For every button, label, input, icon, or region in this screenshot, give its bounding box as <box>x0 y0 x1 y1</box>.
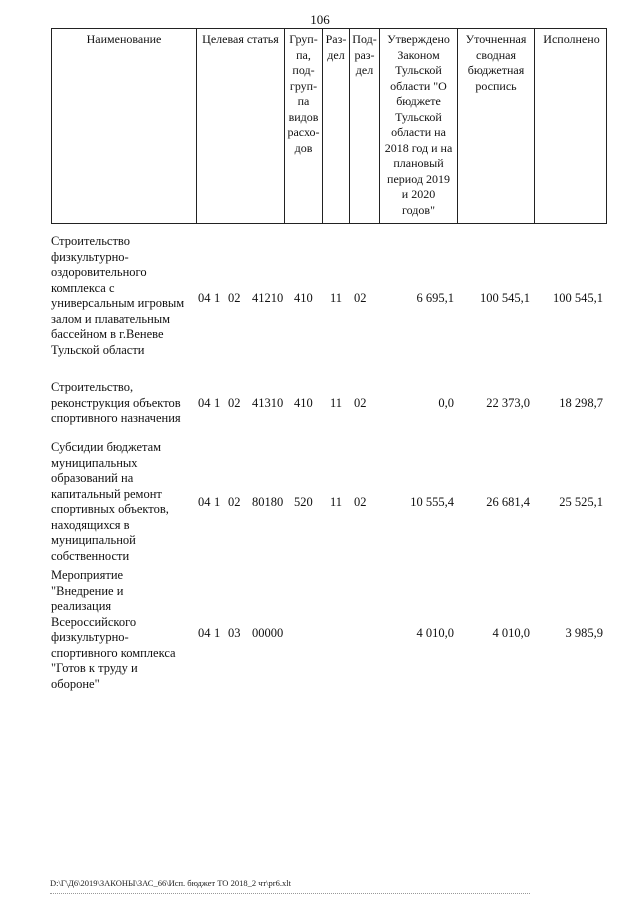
header-approved-line: Тульской <box>395 109 442 124</box>
row-name-line: находящихся в <box>51 517 130 532</box>
header-group-line: груп- <box>289 78 318 93</box>
header-razdel <box>322 29 349 223</box>
refined-amount: 4 010,0 <box>492 626 530 640</box>
expense-group: 410 <box>294 396 313 410</box>
razdel: 11 <box>330 291 343 305</box>
header-group-line: видов <box>288 109 319 124</box>
header-approved <box>379 29 457 223</box>
expense-group: 520 <box>294 495 313 509</box>
row-name-line: комплекса с <box>51 280 115 295</box>
code-event: 02 <box>228 396 241 410</box>
header-approved-line: плановый <box>393 156 444 170</box>
row-name-line: капитальный ремонт <box>51 486 162 501</box>
row-name-line: муниципальных <box>51 455 138 470</box>
header-refined-line: сводная <box>476 47 516 62</box>
row-name-line: универсальным игровым <box>51 296 185 310</box>
header-razdel-line: Раз- <box>325 32 347 46</box>
row-name-line: "Готов к труду и <box>51 661 138 675</box>
row-name <box>51 380 196 427</box>
header-approved-line: области "О <box>390 78 447 93</box>
row-name-line: "Внедрение и <box>51 583 124 598</box>
footer-divider <box>50 893 530 894</box>
header-approved-line: годов" <box>402 202 435 217</box>
header-razdel-line: дел <box>327 47 345 62</box>
razdel: 11 <box>330 495 343 509</box>
header-group-line: расхо- <box>287 125 320 139</box>
row-name-line: собственности <box>51 548 130 563</box>
header-podrazdel <box>349 29 379 223</box>
row-name <box>51 568 196 692</box>
header-refined <box>457 29 534 223</box>
code-direction: 41210 <box>252 291 284 305</box>
header-refined-line: роспись <box>475 78 517 93</box>
approved-amount: 6 695,1 <box>416 291 454 305</box>
approved-amount: 0,0 <box>438 396 454 410</box>
row-name-line: спортивного назначения <box>51 411 181 425</box>
row-name-line: Строительство <box>51 234 131 248</box>
header-refined-line: бюджетная <box>467 63 525 77</box>
code-subprogram: 1 <box>214 396 221 410</box>
header-podrazdel-line: Под- <box>352 32 377 46</box>
header-group-line: дов <box>294 140 313 155</box>
code-subprogram: 1 <box>214 291 221 305</box>
row-name-line: Всероссийского <box>51 614 137 629</box>
code-event: 02 <box>228 291 241 305</box>
header-target-article-label: Целевая статья <box>202 32 279 46</box>
podrazdel: 02 <box>354 396 367 410</box>
header-executed-label: Исполнено <box>543 32 600 46</box>
executed-amount: 25 525,1 <box>559 495 603 509</box>
header-group-line: Груп- <box>289 32 318 46</box>
refined-amount: 26 681,4 <box>486 495 530 509</box>
header-podrazdel-line: дел <box>355 63 374 77</box>
header-approved-line: период 2019 <box>387 171 450 186</box>
row-name-line: Субсидии бюджетам <box>51 440 162 454</box>
header-executed <box>534 29 608 223</box>
header-group-line: па <box>297 94 310 108</box>
row-name-line: реализация <box>51 599 112 613</box>
header-name <box>52 29 196 223</box>
executed-amount: 18 298,7 <box>559 396 603 410</box>
code-program: 04 <box>198 626 211 640</box>
executed-amount: 100 545,1 <box>553 291 603 305</box>
page-number: 106 <box>310 12 330 27</box>
code-program: 04 <box>198 291 211 305</box>
header-group <box>284 29 322 223</box>
row-name-line: Мероприятие <box>51 568 124 582</box>
header-group-line: па, <box>296 47 311 62</box>
refined-amount: 100 545,1 <box>480 291 530 305</box>
row-name-line: физкультурно- <box>51 630 129 644</box>
code-program: 04 <box>198 396 211 410</box>
header-podrazdel-line: раз- <box>354 47 375 62</box>
row-name-line: бассейном в г.Веневе <box>51 327 164 341</box>
code-direction: 00000 <box>252 626 284 640</box>
code-subprogram: 1 <box>214 626 221 640</box>
row-name-line: реконструкция объектов <box>51 395 181 410</box>
executed-amount: 3 985,9 <box>565 626 603 640</box>
header-approved-line: Утверждено <box>387 32 450 46</box>
row-name-line: спортивных объектов, <box>51 502 169 516</box>
razdel: 11 <box>330 396 343 410</box>
approved-amount: 4 010,0 <box>416 626 454 640</box>
row-name-line: Тульской области <box>51 342 145 357</box>
header-approved-line: области на <box>391 125 446 139</box>
row-name-line: образований на <box>51 471 134 485</box>
code-event: 03 <box>228 626 241 640</box>
row-name-line: Строительство, <box>51 380 134 394</box>
code-event: 02 <box>228 495 241 509</box>
code-direction: 41310 <box>252 396 284 410</box>
header-approved-line: и 2020 <box>401 187 436 201</box>
row-name <box>51 440 196 564</box>
row-name-line: муниципальной <box>51 533 136 547</box>
footer-file-path: D:\Г\Д6\2019\ЗАКОНЫ\ЗАС_66\Исп. бюджет ТО 2018_2 чт\pr6.xlt <box>50 878 291 888</box>
row-name-line: залом и плавательным <box>51 311 171 326</box>
row-name-line: обороне" <box>51 676 100 691</box>
header-approved-line: бюджете <box>396 94 441 108</box>
row-name-line: оздоровительного <box>51 265 147 279</box>
header-approved-line: 2018 год и на <box>384 140 453 155</box>
header-approved-line: Законом <box>397 47 440 62</box>
row-name <box>51 234 196 358</box>
row-name-line: физкультурно- <box>51 249 129 264</box>
table-header <box>51 28 607 224</box>
podrazdel: 02 <box>354 291 367 305</box>
podrazdel: 02 <box>354 495 367 509</box>
header-group-line: под- <box>292 63 315 77</box>
row-name-line: спортивного комплекса <box>51 645 176 660</box>
header-refined-line: Уточненная <box>465 32 527 46</box>
code-subprogram: 1 <box>214 495 221 509</box>
code-program: 04 <box>198 495 211 509</box>
approved-amount: 10 555,4 <box>410 495 454 509</box>
refined-amount: 22 373,0 <box>486 396 530 410</box>
header-target-article <box>196 29 284 223</box>
header-name-label: Наименование <box>86 32 162 46</box>
expense-group: 410 <box>294 291 313 305</box>
code-direction: 80180 <box>252 495 284 509</box>
header-approved-line: Тульской <box>395 63 442 77</box>
